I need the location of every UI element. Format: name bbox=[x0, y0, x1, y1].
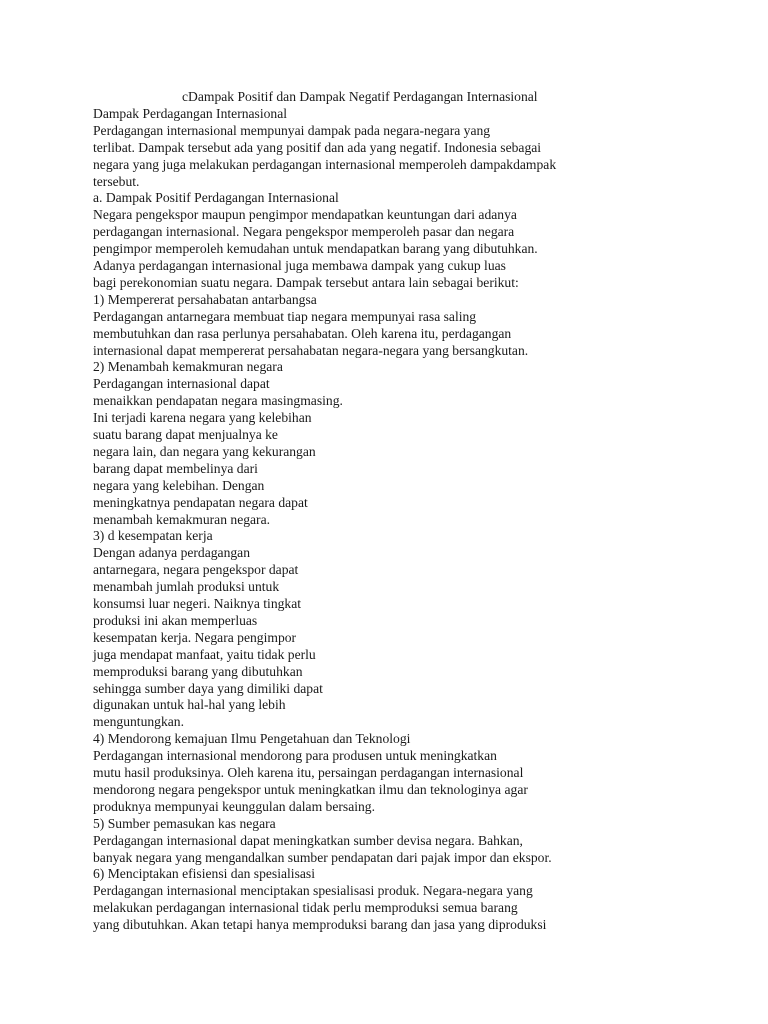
text-line: melakukan perdagangan internasional tidak perlu memproduksi semua barang bbox=[93, 900, 518, 916]
text-line: Perdagangan internasional dapat bbox=[93, 376, 270, 392]
text-line: menguntungkan. bbox=[93, 714, 184, 730]
text-line: antarnegara, negara pengekspor dapat bbox=[93, 562, 299, 578]
text-line: tersebut. bbox=[93, 173, 140, 189]
text-line: perdagangan internasional. Negara pengekspor memperoleh pasar dan negara bbox=[93, 224, 515, 240]
text-line: produknya mempunyai keunggulan dalam bersaing. bbox=[93, 798, 375, 814]
text-line: meningkatnya pendapatan negara dapat bbox=[93, 494, 308, 510]
text-line: 1) Mempererat persahabatan antarbangsa bbox=[93, 291, 317, 307]
text-line: a. Dampak Positif Perdagangan Internasional bbox=[93, 190, 339, 206]
text-line: Negara pengekspor maupun pengimpor mendapatkan keuntungan dari adanya bbox=[93, 207, 517, 223]
text-line: mendorong negara pengekspor untuk meningkatkan ilmu dan teknologinya agar bbox=[93, 781, 528, 797]
text-line: membutuhkan dan rasa perlunya persahabatan. Oleh karena itu, perdagangan bbox=[93, 325, 512, 341]
text-line: kesempatan kerja. Negara pengimpor bbox=[93, 629, 297, 645]
text-line: 4) Mendorong kemajuan Ilmu Pengetahuan dan Teknologi bbox=[93, 731, 411, 747]
text-line: Perdagangan antarnegara membuat tiap negara mempunyai rasa saling bbox=[93, 308, 477, 324]
text-line: mutu hasil produksinya. Oleh karena itu, persaingan perdagangan internasional bbox=[93, 765, 524, 780]
text-line: menambah jumlah produksi untuk bbox=[93, 579, 280, 595]
text-line: suatu barang dapat menjualnya ke bbox=[93, 427, 278, 442]
text-line: Perdagangan internasional menciptakan spesialisasi produk. Negara-negara yang bbox=[93, 883, 533, 899]
text-line: menambah kemakmuran negara. bbox=[93, 511, 271, 527]
text-line: negara lain, dan negara yang kekurangan bbox=[93, 443, 316, 459]
text-line: menaikkan pendapatan negara masingmasing. bbox=[93, 393, 343, 409]
text-line: digunakan untuk hal-hal yang lebih bbox=[93, 697, 286, 713]
document-title: cDampak Positif dan Dampak Negatif Perdagangan Internasional bbox=[182, 89, 538, 104]
text-line: juga mendapat manfaat, yaitu tidak perlu bbox=[93, 646, 316, 662]
text-line: banyak negara yang mengandalkan sumber pendapatan dari pajak impor dan ekspor. bbox=[93, 849, 552, 865]
text-line: negara yang juga melakukan perdagangan internasional memperoleh dampakdampak bbox=[93, 156, 557, 172]
text-line: Perdagangan internasional mempunyai dampak pada negara-negara yang bbox=[93, 122, 491, 138]
text-line: Dampak Perdagangan Internasional bbox=[93, 105, 288, 121]
text-line: 5) Sumber pemasukan kas negara bbox=[93, 815, 276, 831]
text-line: konsumsi luar negeri. Naiknya tingkat bbox=[93, 596, 302, 611]
text-line: barang dapat membelinya dari bbox=[93, 460, 258, 476]
text-line: terlibat. Dampak tersebut ada yang positif dan ada yang negatif. Indonesia sebagai bbox=[93, 139, 542, 155]
text-line: Perdagangan internasional dapat meningkatkan sumber devisa negara. Bahkan, bbox=[93, 832, 523, 848]
text-line: produksi ini akan memperluas bbox=[93, 612, 258, 628]
text-line: sehingga sumber daya yang dimiliki dapat bbox=[93, 680, 323, 696]
text-line: Ini terjadi karena negara yang kelebihan bbox=[93, 410, 312, 426]
text-line: negara yang kelebihan. Dengan bbox=[93, 477, 265, 493]
text-line: internasional dapat mempererat persahabatan negara-negara yang bersangkutan. bbox=[93, 342, 529, 358]
text-line: pengimpor memperoleh kemudahan untuk mendapatkan barang yang dibutuhkan. bbox=[93, 241, 538, 257]
text-line: yang dibutuhkan. Akan tetapi hanya memproduksi barang dan jasa yang diproduksi bbox=[93, 917, 547, 933]
text-line: 3) d kesempatan kerja bbox=[93, 528, 213, 544]
text-line: bagi perekonomian suatu negara. Dampak tersebut antara lain sebagai berikut: bbox=[93, 274, 519, 290]
text-line: 6) Menciptakan efisiensi dan spesialisasi bbox=[93, 866, 315, 882]
text-line: Adanya perdagangan internasional juga membawa dampak yang cukup luas bbox=[93, 258, 506, 273]
text-line: 2) Menambah kemakmuran negara bbox=[93, 359, 283, 375]
text-line: memproduksi barang yang dibutuhkan bbox=[93, 663, 303, 679]
text-line: Dengan adanya perdagangan bbox=[93, 545, 251, 561]
text-line: Perdagangan internasional mendorong para produsen untuk meningkatkan bbox=[93, 748, 497, 764]
